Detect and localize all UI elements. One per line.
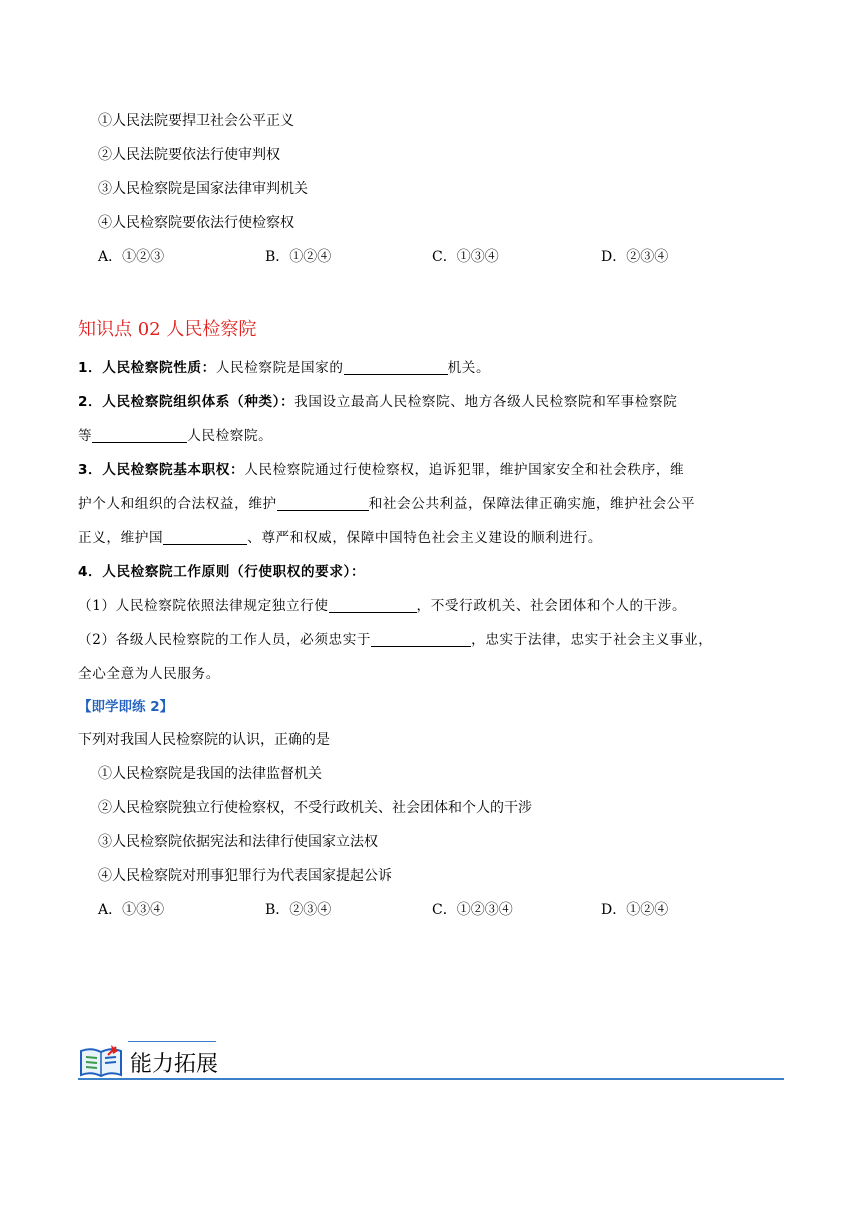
option-a: A．①③④ <box>98 902 165 918</box>
option-d: D．②③④ <box>601 249 669 265</box>
paragraph-label: 3．人民检察院基本职权： <box>78 462 245 478</box>
paragraph-text: 忠实于法律，忠实于社会主义事业， <box>485 632 713 648</box>
section-rule <box>78 1078 784 1080</box>
paragraph-text: 等 <box>78 428 93 444</box>
practice-label: 【即学即练 2】 <box>78 699 174 715</box>
fill-blank <box>371 632 471 647</box>
fill-blank <box>329 598 417 613</box>
paragraph-text: （2）各级人民检察院的工作人员，必须忠实于 <box>78 632 372 648</box>
list-item: ③人民检察院依据宪法和法律行使国家立法权 <box>98 834 378 850</box>
option-b: B．②③④ <box>265 902 332 918</box>
paragraph-text: 护个人和组织的合法权益，维护 <box>78 496 277 512</box>
section-title: 能力拓展 <box>130 1052 219 1077</box>
paragraph-text: 我国设立最高人民检察院、地方各级人民检察院和军事检察院 <box>294 394 678 410</box>
list-item: ①人民检察院是我国的法律监督机关 <box>98 766 322 782</box>
option-c: C．①③④ <box>432 249 499 265</box>
paragraph-text: 人民检察院通过行使检察权，追诉犯罪，维护国家安全和社会秩序，维 <box>244 462 685 478</box>
paragraph-4 <box>78 555 784 691</box>
paragraph-text: 正义，维护国 <box>78 530 164 546</box>
paragraph-text: ， <box>471 632 486 648</box>
list-item: ②人民法院要依法行使审判权 <box>98 147 280 163</box>
list-item: ③人民检察院是国家法律审判机关 <box>98 181 308 197</box>
section-heading: 知识点 02 人民检察院 <box>78 319 257 340</box>
paragraph-1 <box>78 351 784 385</box>
paragraph-text: ，不受行政机关、社会团体和个人的干涉。 <box>416 598 687 614</box>
paragraph-text: 全心全意为人民服务。 <box>78 666 220 682</box>
paragraph-text: 和社会公共利益，保障法律正确实施，维护社会公平 <box>368 496 696 512</box>
paragraph-label: 1．人民检察院性质： <box>78 360 216 376</box>
book-icon <box>78 1043 124 1083</box>
paragraph-label: 4．人民检察院工作原则（行使职权的要求）： <box>78 564 366 580</box>
option-d: D．①②④ <box>601 902 669 918</box>
list-item: ①人民法院要捍卫社会公平正义 <box>98 113 294 129</box>
list-item: ②人民检察院独立行使检察权，不受行政机关、社会团体和个人的干涉 <box>98 800 532 816</box>
paragraph-text: （1）人民检察院依照法律规定独立行使 <box>78 598 329 614</box>
paragraph-label: 2．人民检察院组织体系（种类）： <box>78 394 295 410</box>
paragraph-text: 机关。 <box>447 360 491 376</box>
paragraph-2 <box>78 385 784 453</box>
fill-blank <box>277 496 369 511</box>
option-a: A．①②③ <box>98 249 165 265</box>
list-item: ④人民检察院要依法行使检察权 <box>98 215 294 231</box>
section-top-rule <box>128 1041 216 1042</box>
paragraph-text: 人民检察院。 <box>187 428 273 444</box>
list-item: ④人民检察院对刑事犯罪行为代表国家提起公诉 <box>98 868 392 884</box>
option-c: C．①②③④ <box>432 902 513 918</box>
paragraph-text: 人民检察院是国家的 <box>215 360 344 376</box>
paragraph-3 <box>78 453 784 555</box>
question-text: 下列对我国人民检察院的认识，正确的是 <box>78 732 330 748</box>
fill-blank <box>344 360 448 375</box>
fill-blank <box>92 428 187 443</box>
option-b: B．①②④ <box>265 249 332 265</box>
paragraph-text: 、尊严和权威，保障中国特色社会主义建设的顺利进行。 <box>247 530 603 546</box>
fill-blank <box>163 530 247 545</box>
